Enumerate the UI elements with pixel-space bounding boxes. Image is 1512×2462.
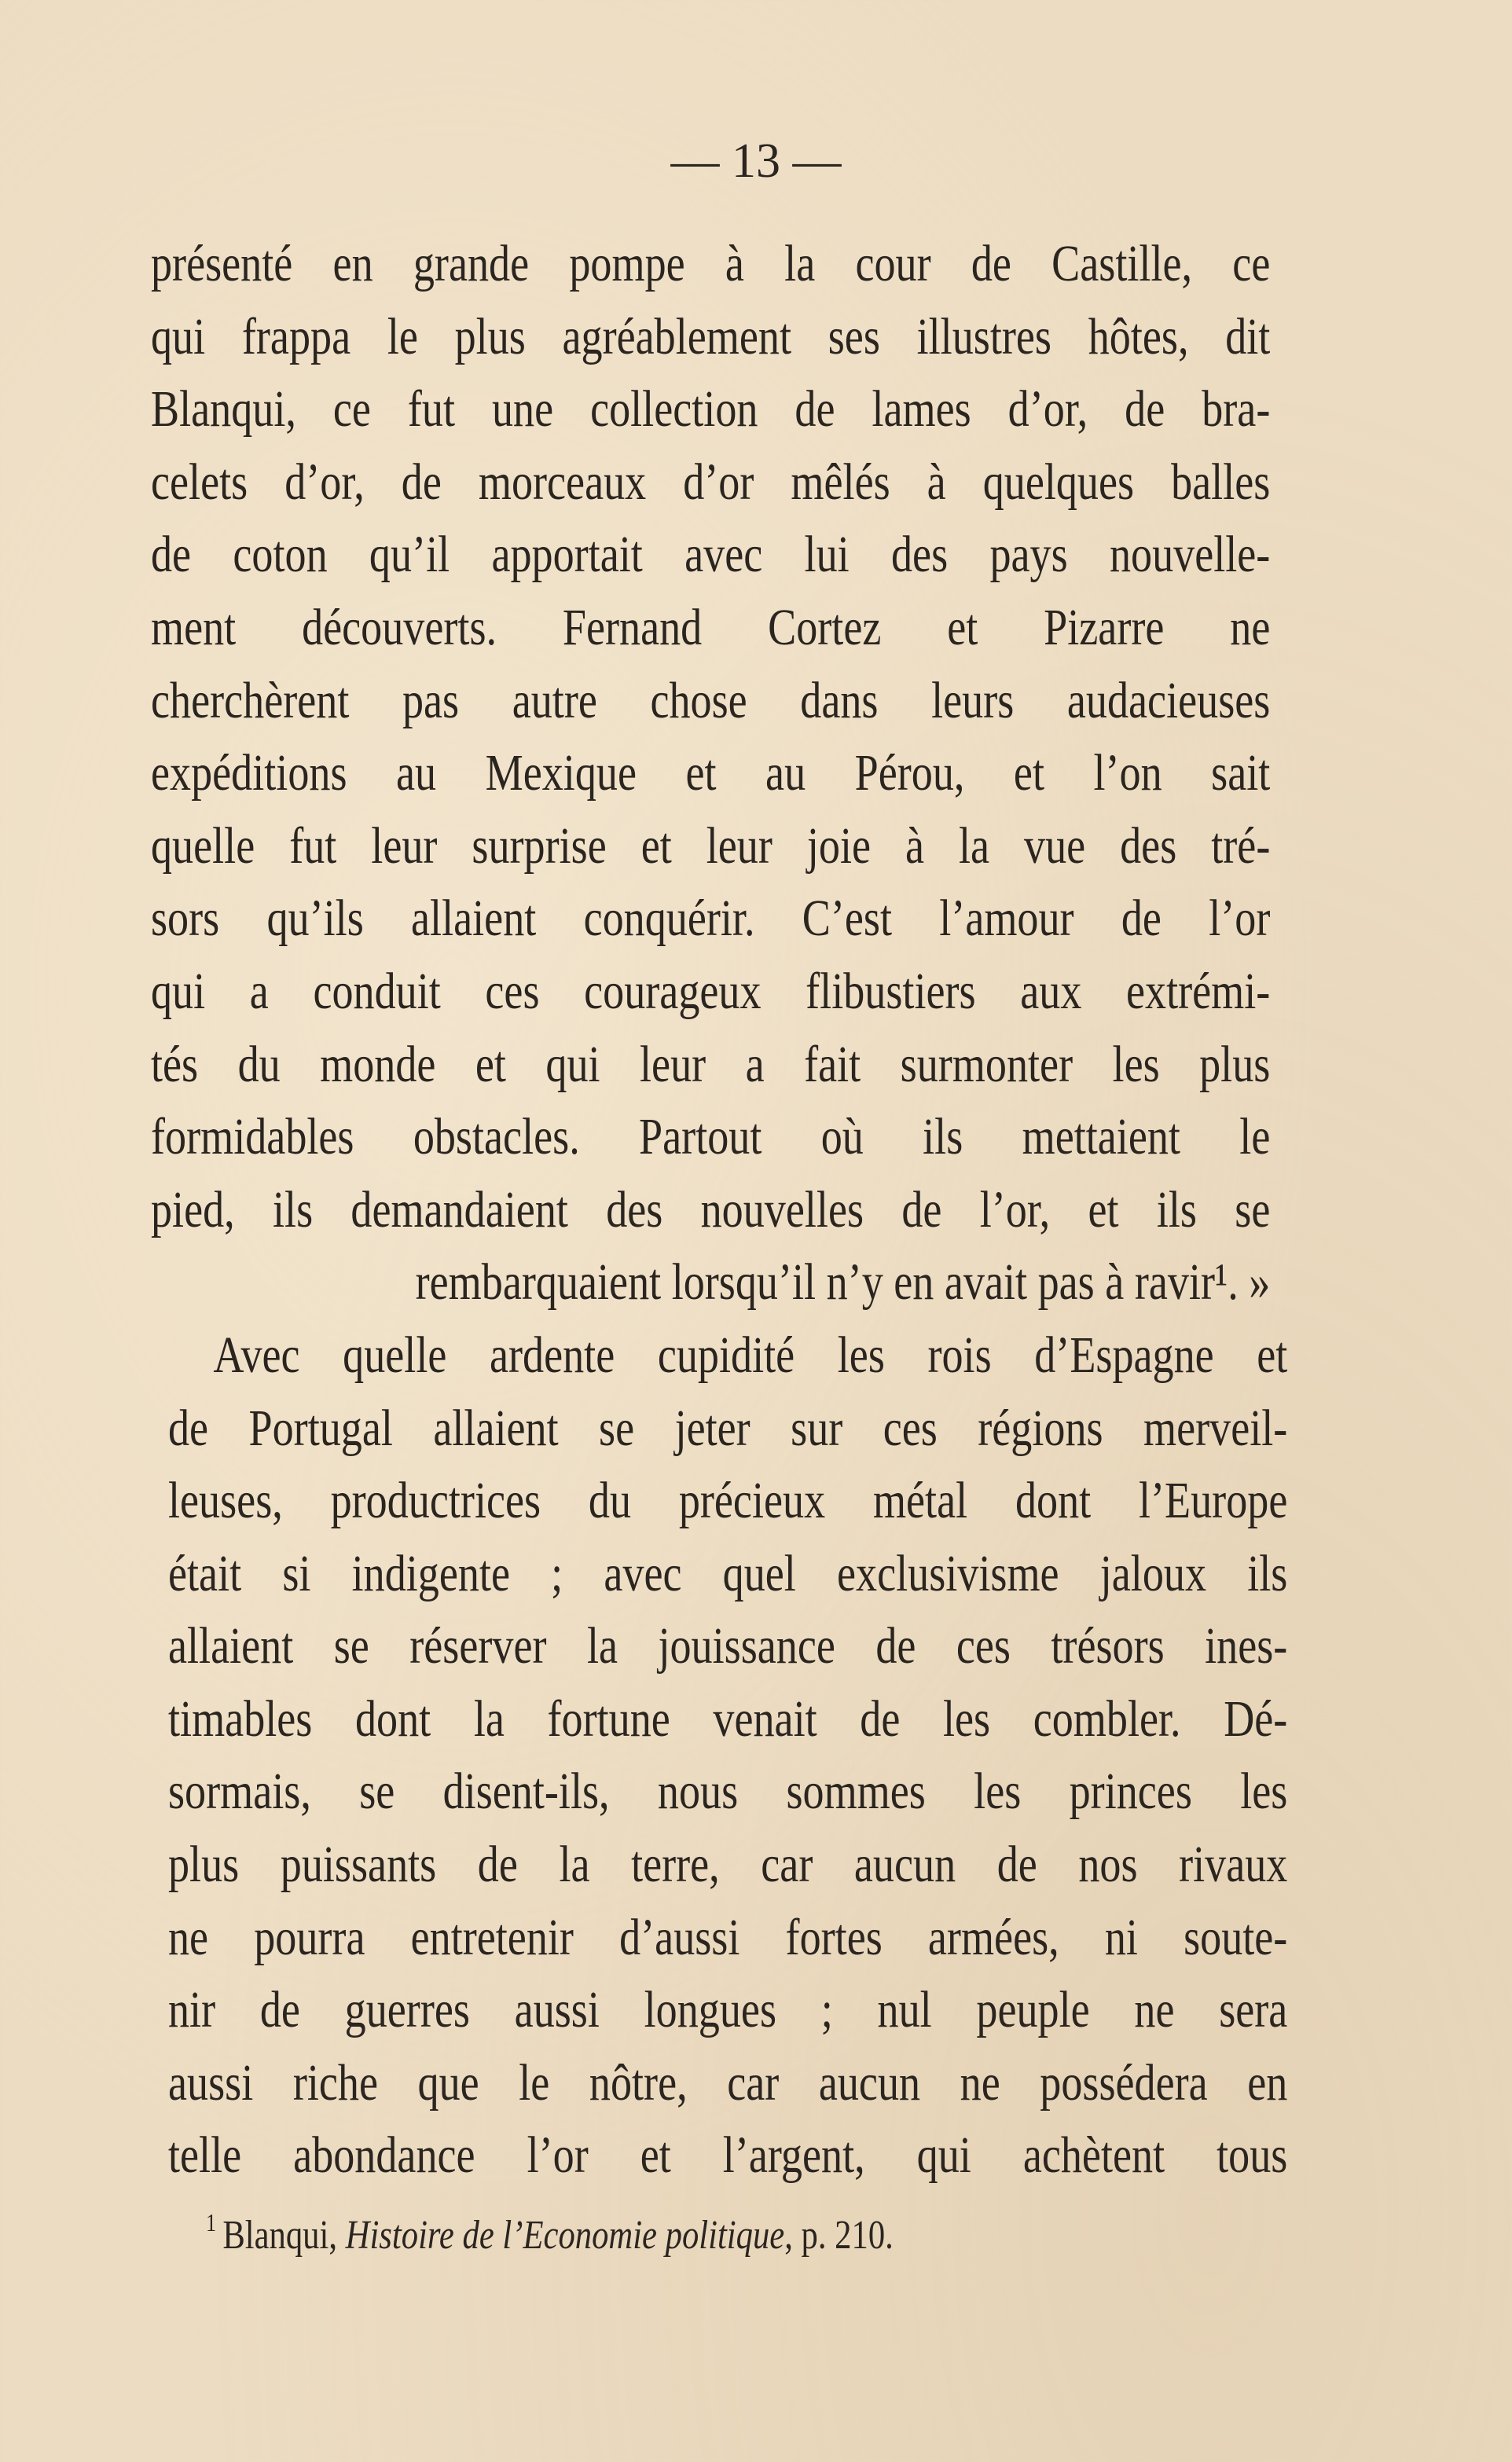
text-line: présenté en grande pompe à la cour de Castille, ce	[151, 235, 1271, 292]
text-line: ment découverts. Fernand Cortez et Pizarre ne	[151, 598, 1271, 656]
footnote-page: , p. 210.	[784, 2213, 894, 2258]
text-line: leuses, productrices du précieux métal dont l’Europe	[168, 1472, 1288, 1530]
body-text	[151, 228, 1512, 2192]
page-number: — 13 —	[670, 134, 842, 188]
text-line: formidables obstacles. Partout où ils mettaient le	[151, 1108, 1271, 1166]
text-line: tés du monde et qui leur a fait surmonter les plus	[151, 1035, 1271, 1093]
text-line: allaient se réserver la jouissance de ces trésors ines-	[168, 1617, 1288, 1675]
footnote	[206, 2208, 894, 2258]
text-line: Blanqui, ce fut une collection de lames d’or, de bra-	[151, 380, 1271, 438]
text-line: était si indigente ; avec quel exclusivisme jaloux ils	[168, 1544, 1288, 1602]
text-line: aussi riche que le nôtre, car aucun ne possédera en	[168, 2053, 1288, 2112]
text-line: qui a conduit ces courageux flibustiers aux extrémi-	[151, 962, 1271, 1020]
text-line: sors qu’ils allaient conquérir. C’est l’amour de l’or	[151, 890, 1271, 948]
text-line: expéditions au Mexique et au Pérou, et l’on sait	[151, 744, 1271, 802]
text-line: cherchèrent pas autre chose dans leurs audacieuses	[151, 671, 1271, 729]
text-line: plus puissants de la terre, car aucun de nos rivaux	[168, 1836, 1288, 1894]
footnote-marker: 1	[206, 2208, 217, 2236]
text-line: qui frappa le plus agréablement ses illustres hôtes, dit	[151, 307, 1271, 365]
footnote-author: Blanqui,	[222, 2213, 346, 2258]
text-line: de coton qu’il apportait avec lui des pays nouvelle-	[151, 526, 1271, 584]
text-line: pied, ils demandaient des nouvelles de l’or, et ils se	[151, 1180, 1271, 1238]
footnote-title: Histoire de l’Economie politique	[345, 2213, 785, 2258]
text-line: ne pourra entretenir d’aussi fortes armées, ni soute-	[168, 1908, 1288, 1966]
text-line: nir de guerres aussi longues ; nul peuple ne sera	[168, 1981, 1288, 2039]
text-line: quelle fut leur surprise et leur joie à la vue des tré-	[151, 816, 1271, 875]
text-line: rembarquaient lorsqu’il n’y en avait pas à ravir¹. »	[415, 1253, 1271, 1312]
text-line: timables dont la fortune venait de les combler. Dé-	[168, 1690, 1288, 1748]
text-line: de Portugal allaient se jeter sur ces régions merveil-	[168, 1399, 1288, 1457]
text-line: Avec quelle ardente cupidité les rois d’Espagne et	[213, 1326, 1288, 1384]
text-line: telle abondance l’or et l’argent, qui achètent tous	[168, 2126, 1288, 2185]
text-line: sormais, se disent-ils, nous sommes les princes les	[168, 1763, 1288, 1821]
text-line: celets d’or, de morceaux d’or mêlés à quelques balles	[151, 453, 1271, 511]
